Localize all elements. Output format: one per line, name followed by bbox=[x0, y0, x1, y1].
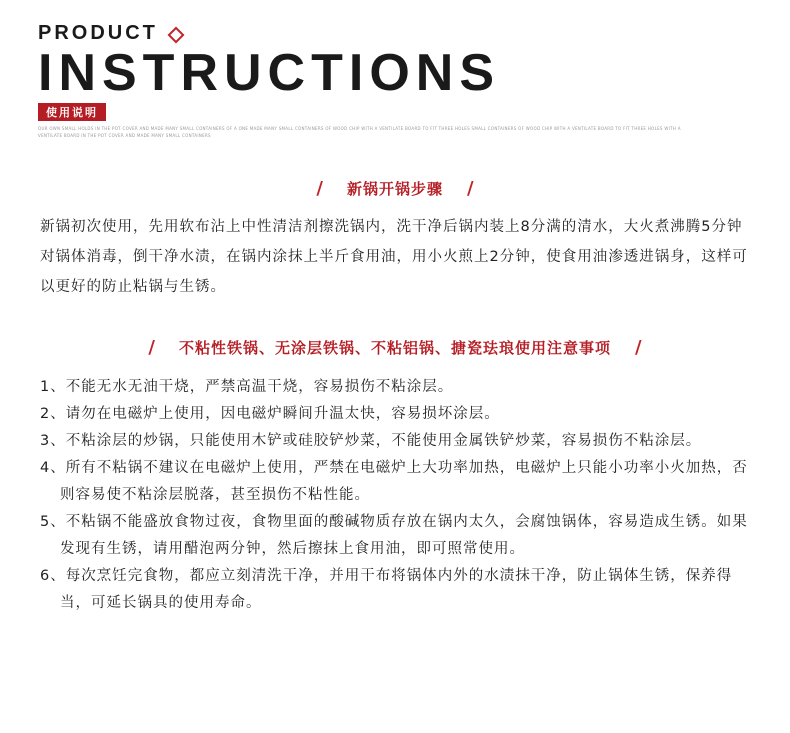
list-item: 6、每次烹饪完食物，都应立刻清洗干净，并用干布将锅体内外的水渍抹干净，防止锅体生锈，保养得当，可延长锅具的使用寿命。 bbox=[40, 568, 733, 611]
diamond-icon bbox=[167, 26, 184, 43]
section1-paragraph: 新锅初次使用，先用软布沾上中性清洁剂擦洗锅内，洗干净后锅内装上8分满的清水，大火煮沸腾5分钟对锅体消毒，倒干净水渍，在锅内涂抹上半斤食用油，用小火煎上2分钟，使食用油渗透进锅身，这样可以更好的防止粘锅与生锈。 bbox=[40, 219, 748, 295]
usage-badge: 使用说明 bbox=[38, 103, 106, 121]
product-label: PRODUCT bbox=[38, 22, 158, 44]
fine-print: OUR OWN SMALL HOLDS IN THE POT COVER AND MADE MANY SMALL CONTAINERS OF A ONE MADE MANY SMALL CONTAINERS OF WOOD CHIP WITH A VENTILATE BOARD TO FIT THREE HOLES SMALL CONTAINERS OF WOOD CHIP WITH A VENTILATE BOARD TO FIT THREE HOLES WITH A VENTILATE BOARD IN THE POT COVER AND MADE MANY SMALL CONTAINERS bbox=[38, 126, 681, 138]
list-item: 5、不粘锅不能盛放食物过夜，食物里面的酸碱物质存放在锅内太久，会腐蚀锅体，容易造成生锈。如果发现有生锈，请用醋泡两分钟，然后擦抹上食用油，即可照常使用。 bbox=[40, 514, 748, 557]
notice-list bbox=[40, 374, 755, 617]
slash-left-icon: / bbox=[148, 337, 155, 358]
list-item: 4、所有不粘锅不建议在电磁炉上使用，严禁在电磁炉上大功率加热，电磁炉上只能小功率小火加热，否则容易使不粘涂层脱落，甚至损伤不粘性能。 bbox=[40, 460, 748, 503]
list-item: 2、请勿在电磁炉上使用，因电磁炉瞬间升温太快，容易损坏涂层。 bbox=[40, 406, 500, 422]
section1-title: 新锅开锅步骤 bbox=[346, 180, 443, 198]
list-item: 1、不能无水无油干烧，严禁高温干烧，容易损伤不粘涂层。 bbox=[40, 379, 454, 395]
list-item: 3、不粘涂层的炒锅，只能使用木铲或硅胶铲炒菜，不能使用金属铁铲炒菜，容易损伤不粘涂层。 bbox=[40, 433, 702, 449]
slash-left-icon: / bbox=[316, 178, 323, 199]
header bbox=[38, 22, 778, 139]
section2-title: 不粘性铁锅、无涂层铁锅、不粘铝锅、搪瓷珐琅使用注意事项 bbox=[178, 339, 611, 357]
section1-heading bbox=[0, 178, 790, 199]
instructions-title: INSTRUCTIONS bbox=[38, 44, 500, 102]
section2-heading bbox=[0, 337, 790, 358]
product-row bbox=[38, 22, 778, 45]
slash-right-icon: / bbox=[467, 178, 474, 199]
slash-right-icon: / bbox=[635, 337, 642, 358]
